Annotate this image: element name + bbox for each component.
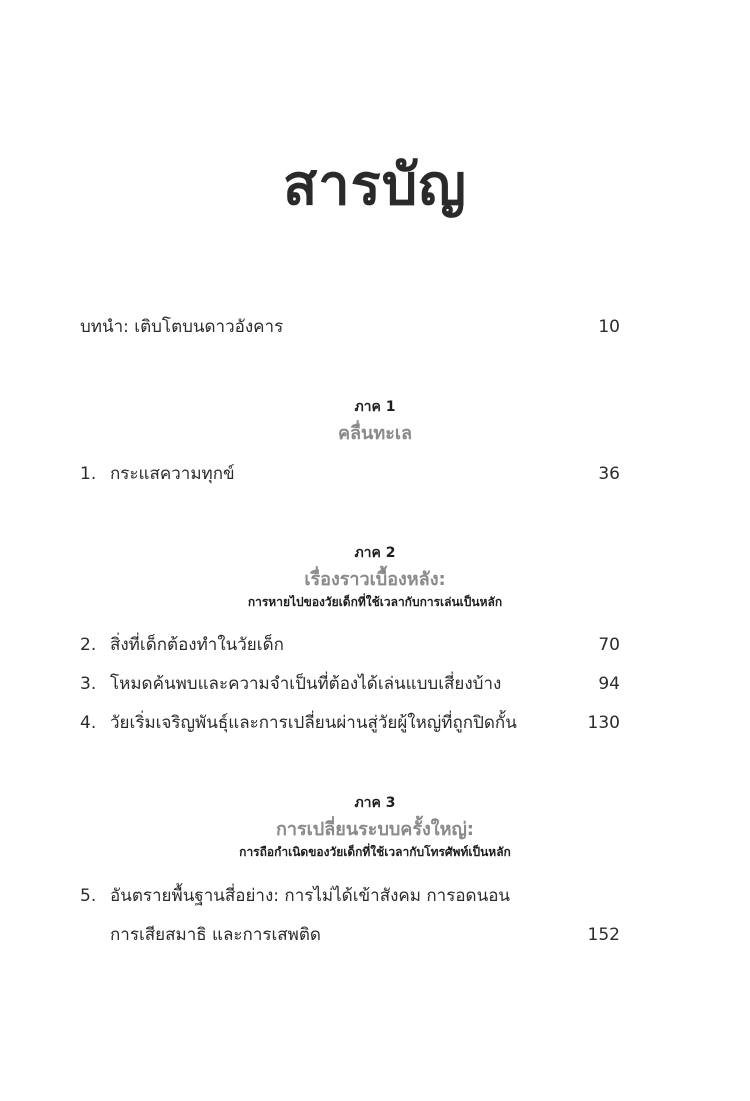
chapter-number: 2. (80, 635, 97, 655)
toc-page-number: 130 (587, 713, 620, 733)
toc-page-number: 10 (598, 317, 620, 337)
part-label: ภาค 2 (354, 545, 396, 561)
toc-entry-chapter-2[interactable] (80, 632, 620, 658)
toc-entry-chapter-5[interactable] (80, 883, 620, 909)
chapter-number: 5. (80, 886, 97, 906)
chapter-number: 4. (80, 713, 97, 733)
toc-entry-text: โหมดค้นพบและความจำเป็นที่ต้องได้เล่นแบบเสี่ยงบ้าง (110, 674, 502, 694)
toc-page-number: 70 (598, 635, 620, 655)
part-label: ภาค 3 (354, 795, 396, 811)
page-title: สารบัญ (283, 153, 467, 218)
part-subtitle: การหายไปของวัยเด็กที่ใช้เวลากับการเล่นเป็นหลัก (247, 595, 503, 609)
part-1-heading (0, 396, 750, 447)
toc-page-number: 94 (598, 674, 620, 694)
part-title: เรื่องราวเบื้องหลัง: (304, 569, 446, 590)
toc-page-number: 36 (598, 464, 620, 484)
toc-entry-text-continued: การเสียสมาธิ และการเสพติด (110, 925, 321, 945)
toc-entry-text: อันตรายพื้นฐานสี่อย่าง: การไม่ได้เข้าสังคม การอดนอน (110, 886, 511, 906)
chapter-number: 3. (80, 674, 97, 694)
toc-entry-text: วัยเริ่มเจริญพันธุ์และการเปลี่ยนผ่านสู่วัยผู้ใหญ่ที่ถูกปิดกั้น (110, 713, 517, 733)
part-subtitle: การถือกำเนิดของวัยเด็กที่ใช้เวลากับโทรศัพท์เป็นหลัก (239, 845, 511, 859)
toc-entry-chapter-5-cont[interactable] (80, 922, 620, 948)
toc-page-number: 152 (587, 925, 620, 945)
toc-entry-text: กระแสความทุกข์ (110, 464, 235, 484)
part-3-heading (0, 792, 750, 862)
toc-entry-intro[interactable] (80, 314, 620, 340)
part-2-heading (0, 542, 750, 612)
part-title: การเปลี่ยนระบบครั้งใหญ่: (275, 819, 474, 840)
toc-entry-chapter-4[interactable] (80, 710, 620, 736)
part-title: คลื่นทะเล (337, 423, 413, 444)
part-label: ภาค 1 (354, 399, 396, 415)
toc-entry-chapter-3[interactable] (80, 671, 620, 697)
toc-entry-text: สิ่งที่เด็กต้องทำในวัยเด็ก (110, 635, 284, 655)
chapter-number: 1. (80, 464, 97, 484)
toc-entry-chapter-1[interactable] (80, 461, 620, 487)
toc-entry-text: บทนำ: เติบโตบนดาวอังคาร (80, 317, 284, 337)
